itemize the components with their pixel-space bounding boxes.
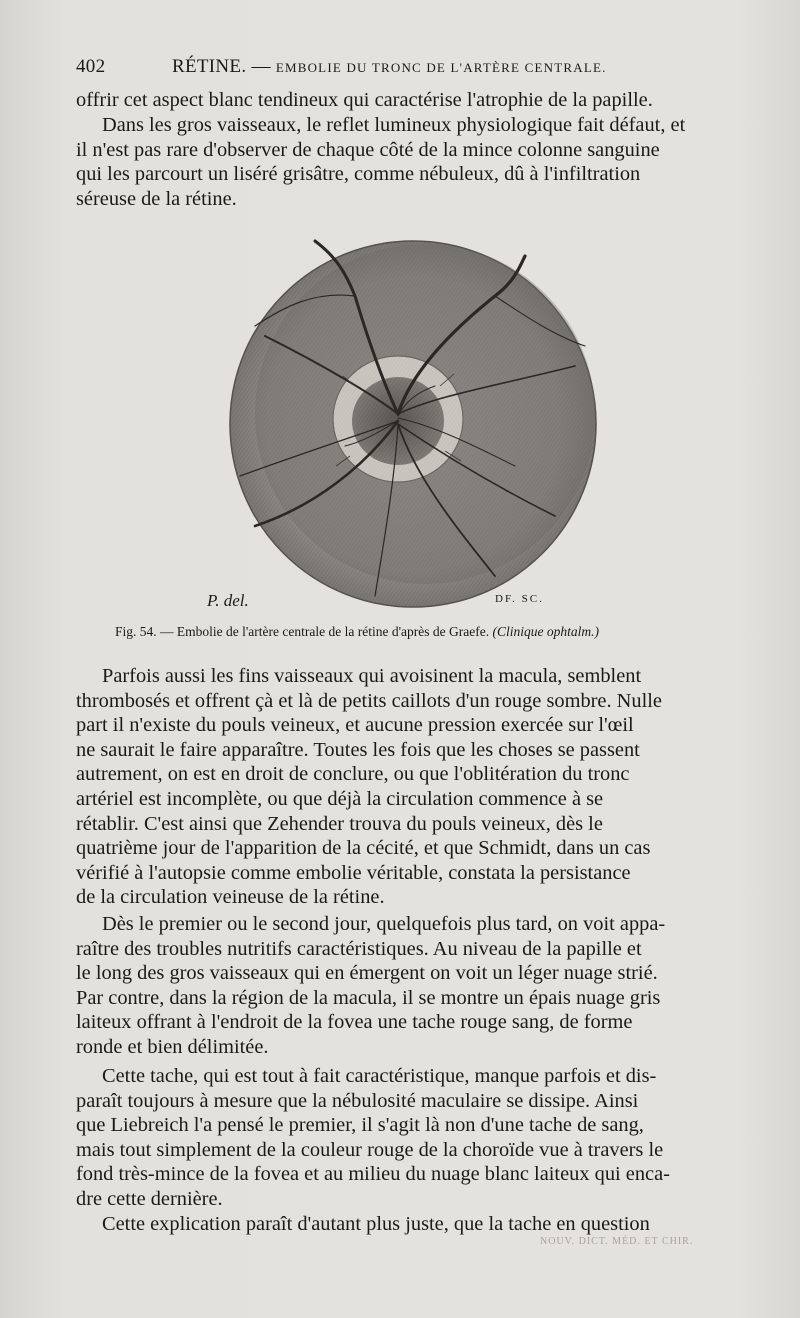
header-subtitle: EMBOLIE DU TRONC DE L'ARTÈRE CENTRALE. — [275, 60, 607, 75]
text-line: vérifié à l'autopsie comme embolie véritable, constata la persistance — [76, 861, 631, 884]
fundus-illustration — [195, 236, 615, 616]
page-number: 402 — [76, 56, 106, 77]
text-line: Dès le premier ou le second jour, quelquefois plus tard, on voit appa- — [102, 913, 666, 935]
body-paragraph-4 — [76, 1212, 744, 1237]
intro-paragraph-1 — [76, 88, 744, 113]
engraver-signature-right: DF. SC. — [495, 593, 544, 605]
engraver-signature-left: P. del. — [207, 591, 249, 610]
body-paragraph-1 — [76, 664, 744, 910]
text-line: rétablir. C'est ainsi que Zehender trouva du pouls veineux, dès le — [76, 812, 603, 835]
text-line: fond très-mince de la fovea et au milieu du nuage blanc laiteux qui enca- — [76, 1163, 670, 1186]
text-line: part il n'existe du pouls veineux, et aucune pression exercée sur l'œil — [76, 714, 634, 737]
figure-caption — [115, 624, 715, 640]
text-line: quatrième jour de l'apparition de la cécité, et que Schmidt, dans un cas — [76, 837, 651, 860]
body-paragraph-2 — [76, 912, 744, 1060]
running-title — [172, 56, 607, 78]
bleed-through-text: NOUV. DICT. MÉD. ET CHIR. — [540, 1236, 694, 1247]
header-dash: — — [251, 56, 271, 77]
text-line: artériel est incomplète, ou que déjà la circulation commence à se — [76, 787, 604, 810]
intro-paragraph-2 — [76, 113, 744, 211]
text-line: laiteux offrant à l'endroit de la fovea une tache rouge sang, de forme — [76, 1011, 633, 1034]
text-line: Parfois aussi les fins vaisseaux qui avoisinent la macula, semblent — [102, 665, 642, 687]
text-line: qui les parcourt un liséré grisâtre, comme nébuleux, dû à l'infiltration — [76, 163, 641, 186]
running-header — [76, 56, 736, 82]
text-line: raître des troubles nutritifs caractéristiques. Au niveau de la papille et — [76, 937, 642, 960]
text-line: autrement, on est en droit de conclure, ou que l'oblitération du tronc — [76, 763, 630, 786]
text-line: ronde et bien délimitée. — [76, 1035, 269, 1058]
text-line: thrombosés et offrent çà et là de petits caillots d'un rouge sombre. Nulle — [76, 689, 662, 712]
text-line: le long des gros vaisseaux qui en émergent on voit un léger nuage strié. — [76, 962, 658, 985]
body-paragraph-3 — [76, 1064, 744, 1212]
text-line: mais tout simplement de la couleur rouge de la choroïde vue à travers le — [76, 1138, 664, 1161]
text-line: Cette explication paraît d'autant plus juste, que la tache en question — [102, 1213, 650, 1235]
text-line: Cette tache, qui est tout à fait caractéristique, manque parfois et dis- — [102, 1065, 657, 1087]
text-line: de la circulation veineuse de la rétine. — [76, 886, 385, 909]
text-line: Par contre, dans la région de la macula, il se montre un épais nuage gris — [76, 986, 661, 1009]
text-line: dre cette dernière. — [76, 1187, 223, 1210]
caption-text: Fig. 54. — Embolie de l'artère centrale de la rétine d'après de Graefe. — [115, 624, 490, 639]
text-line: ne saurait le faire apparaître. Toutes les fois que les choses se passent — [76, 738, 640, 761]
caption-source: (Clinique ophtalm.) — [492, 624, 599, 639]
text-line: il n'est pas rare d'observer de chaque côté de la mince colonne sanguine — [76, 138, 660, 161]
retina-engraving — [195, 236, 615, 616]
text-line: séreuse de la rétine. — [76, 187, 237, 210]
header-title: RÉTINE. — [172, 56, 247, 77]
text-line: offrir cet aspect blanc tendineux qui caractérise l'atrophie de la papille. — [76, 89, 653, 111]
text-line: paraît toujours à mesure que la nébulosité maculaire se dissipe. Ainsi — [76, 1089, 639, 1112]
text-line: Dans les gros vaisseaux, le reflet lumineux physiologique fait défaut, et — [102, 114, 686, 136]
text-line: que Liebreich l'a pensé le premier, il s'agit là non d'une tache de sang, — [76, 1114, 644, 1137]
